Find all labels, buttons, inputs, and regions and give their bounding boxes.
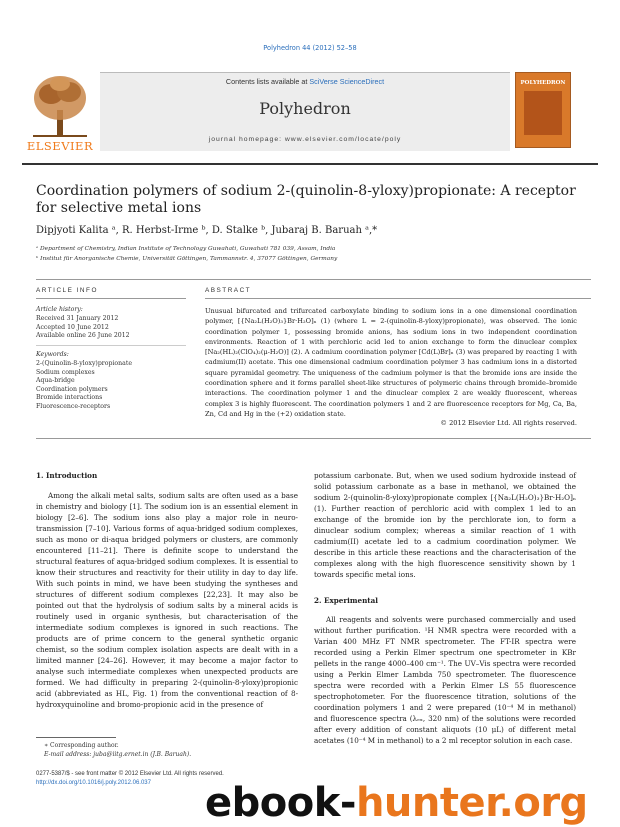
journal-citation[interactable]: Polyhedron 44 (2012) 52–58 — [263, 44, 357, 52]
introduction-heading: 1. Introduction — [36, 471, 98, 480]
keyword-item[interactable]: Sodium complexes — [36, 368, 95, 376]
history-list — [36, 315, 130, 341]
header-rule — [22, 163, 598, 165]
experimental-heading: 2. Experimental — [314, 596, 378, 605]
publisher-wordmark: ELSEVIER — [26, 139, 94, 153]
sciencedirect-link[interactable]: SciVerse ScienceDirect — [309, 77, 385, 86]
contents-prefix: Contents lists available at — [225, 77, 310, 86]
watermark-part-2: hunter.org — [355, 780, 588, 826]
history-received: Received 31 January 2012 — [36, 315, 119, 322]
keyword-item[interactable]: Aqua-bridge — [36, 377, 75, 385]
abstract-text: Unusual bifurcated and trifurcated carboxylate binding to sodium ions in a one dimensional coordination polymer, [{Na₂L(H₂O)₃}Br·H₂O]ₙ (1) (where L = 2-(quinolin-8-yloxy)propionate), was observed. The ionic coordination polymer 1, possessing bromide anions, has sodium ions in two independent coordination environments. Reaction of 1 with perchloric acid led to anion exchange to form the dinuclear complex [Na₂(HL)₂(ClO₄)₂(μ-H₂O)] (2). A cadmium coordination polymer [Cd(L)Br]ₙ (3) was prepared by reacting 1 with cadmium(II) acetate. This one dimensional cadmium coordination polymer 3 has cadmium ions in a distorted square pyramidal geometry. The uniqueness of the cadmium polymer is that the bromide ions are inside the coordination sphere and it forms parallel sheet-like structures of polymeric chains through bromide–bromide interactions. The coordination polymer 1 and the dinuclear complex 2 are weakly fluorescent, whereas complex 3 is highly fluorescent. The coordination polymers 1 and 2 are fluorescence receptors for Mg, Ca, Ba, Zn, Cd and Hg in the (+2) oxidation state. — [205, 307, 577, 418]
author-list: Dipjyoti Kalita ᵃ, R. Herbst-Irme ᵇ, D. Stalke ᵇ, Jubaraj B. Baruah ᵃ,* — [36, 225, 378, 236]
elsevier-tree-logo — [25, 72, 95, 144]
affiliation-b: ᵇ Institut für Anorganische Chemie, Universität Göttingen, Tammannstr. 4, 37077 Göttingen, Germany — [36, 256, 338, 262]
keyword-item[interactable]: Bromide interactions — [36, 394, 103, 402]
footnote-rule — [36, 737, 116, 738]
ebook-hunter-watermark — [205, 780, 588, 826]
watermark-part-1: ebook- — [205, 780, 356, 826]
info-divider — [36, 298, 186, 299]
journal-title: Polyhedron — [259, 99, 351, 118]
cover-title: POLYHEDRON — [520, 80, 566, 86]
experimental-column — [314, 614, 576, 746]
keyword-list — [36, 360, 132, 412]
doi-link[interactable]: http://dx.doi.org/10.1016/j.poly.2012.06.037 — [36, 779, 151, 786]
corresponding-author: ∗ Corresponding author. — [44, 742, 119, 749]
contents-line — [100, 77, 510, 86]
front-matter-line: 0277-5387/$ - see front matter © 2012 Elsevier Ltd. All rights reserved. — [36, 771, 224, 777]
footer — [36, 770, 224, 787]
abstract-divider — [205, 298, 591, 299]
abstract-label: ABSTRACT — [205, 287, 252, 294]
title-divider — [36, 279, 591, 280]
keyword-item[interactable]: 2-(Quinolin-8-yloxy)propionate — [36, 360, 132, 367]
introduction-column — [36, 490, 298, 710]
history-label: Article history: — [36, 306, 83, 313]
abstract-copyright: © 2012 Elsevier Ltd. All rights reserved. — [440, 419, 577, 427]
article-title: Coordination polymers of sodium 2-(quinolin-8-yloxy)propionate: A receptor for selective metal ions — [36, 183, 576, 216]
cover-art — [524, 91, 562, 135]
article-info-label: ARTICLE INFO — [36, 287, 98, 294]
keyword-item[interactable]: Fluorescence-receptors — [36, 402, 111, 410]
history-online: Available online 26 June 2012 — [36, 332, 130, 340]
right-column-top — [314, 470, 576, 580]
experimental-paragraph: All reagents and solvents were purchased commercially and used without further purification. ¹H NMR spectra were recorded with a Varian 400 MHz FT NMR spectrometer. The FT-IR spectra were recorded using a Perkin Elmer spectrum one spectrometer in KBr pellets in the range 4000–400 cm⁻¹. The UV–Vis spectra were recorded using a Perkin Elmer Lambda 750 spectrometer. The fluorescence spectra were recorded with a Perkin Elmer LS 55 fluorescence spectrophotometer. For the fluorescence titration, solutions of the coordination polymers 1 and 2 were prepared (10⁻⁴ M in methanol) and fluorescence spectra (λₑₓ, 320 nm) of the solutions were recorded after every addition of constant aliquots (10 μL) of different metal acetates (10⁻⁴ M in methanol) to a 2 ml receptor solution in each case. — [314, 615, 576, 745]
continued-paragraph: potassium carbonate. But, when we used sodium hydroxide instead of solid potassium carbonate as a base in methanol, we obtained the sodium 2-(quinolin-8-yloxy)propionate complex [{Na₂L(H₂O)₃}Br·H₂O]ₙ (1). Further reaction of perchloric acid with complex 1 led to an exchange of the bromide ion by the perchlorate ion, to form a dinuclear sodium complex; whereas a similar reaction of 1 with cadmium(II) acetate led to a cadmium coordination polymer. We describe in this article these reactions and the characterisation of the complexes along with the high fluorescence sensitivity shown by 1 towards specific metal ions. — [314, 471, 576, 579]
history-accepted: Accepted 10 June 2012 — [36, 323, 109, 331]
email-address[interactable]: E-mail address: juba@iitg.ernet.in (J.B. Baruah). — [44, 751, 192, 758]
body-divider — [36, 438, 591, 439]
footnote-block — [36, 741, 191, 759]
keywords-label: Keywords: — [36, 351, 69, 358]
journal-homepage[interactable]: journal homepage: www.elsevier.com/locate/poly — [208, 136, 402, 143]
introduction-paragraph: Among the alkali metal salts, sodium salts are often used as a base in chemistry and biology [1]. The sodium ion is an essential element in biology [2–6]. The sodium ions also play a major role in neuro-transmission [7–10]. Various forms of aqua-bridged sodium complexes, such as mono or di-aqua bridged polymers or clusters, are commonly encountered [11–21]. There is definite scope to understand the structural features of aqua-bridged sodium complexes. It is essential to know their structures and reactivity for their utility in day to day life. With such points in mind, we have been studying the syntheses and structures of different sodium complexes [22,23]. It may also be pointed out that the hydrolysis of sodium salts by a mineral acids is routinely used in organic synthesis, but characterisation of the intermediate sodium complexes is ignored in such reactions. The products are of prime concern to the general synthetic organic chemist, so the sodium complex isolation aspects are dealt with in a limited manner [24–26]. However, it may become a major factor to analyse such intermediate complexes when unexpected products are formed. We had difficulty in preparing 2-(quinolin-8-yloxy)propionic acid (abbreviated as HL, Fig. 1) from the conventional reaction of 8-hydroxyquinoline and bromo-propionic acid in the presence of — [36, 491, 298, 709]
journal-cover-image — [515, 72, 571, 148]
keywords-divider — [36, 345, 186, 346]
keyword-item[interactable]: Coordination polymers — [36, 385, 108, 393]
affiliation-a: ᵃ Department of Chemistry, Indian Institute of Technology Guwahati, Guwahati 781 039, Assam, India — [36, 246, 336, 252]
